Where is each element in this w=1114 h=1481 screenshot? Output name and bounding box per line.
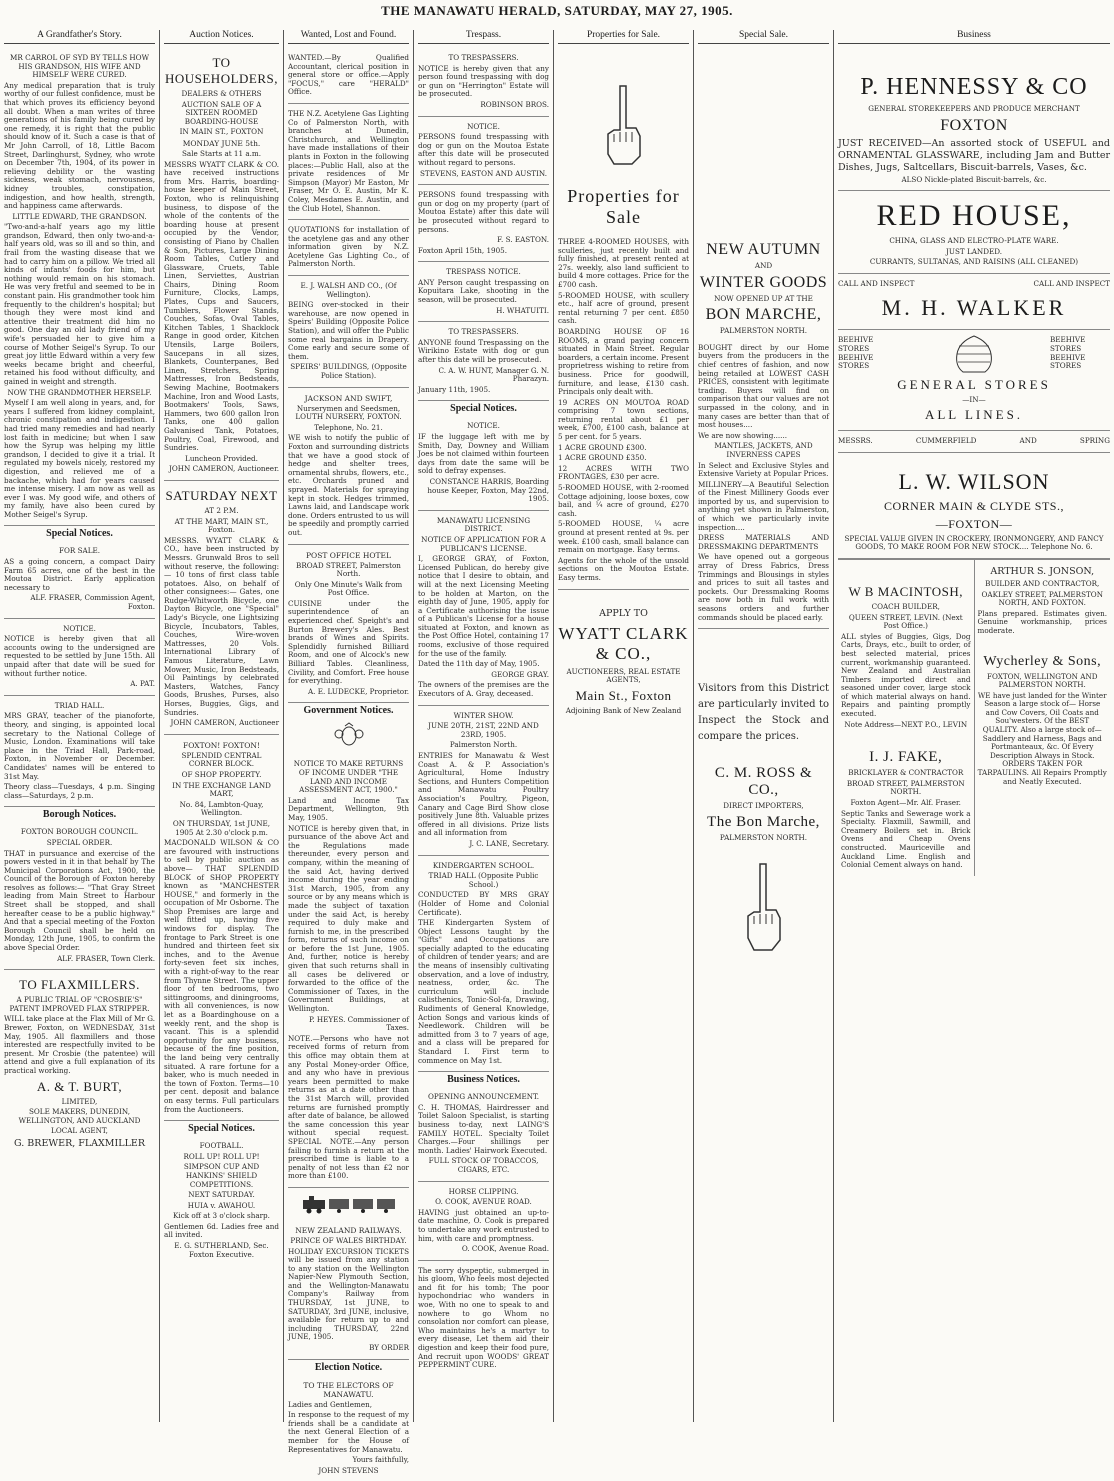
beehive-icon	[949, 334, 999, 374]
macintosh-note: Note Address—NEXT P.O., LEVIN	[844, 719, 968, 729]
property-item: 5-ROOMED HOUSE, with scullery etc., half acre of ground, present rental returning 7 per cent. £850 cash.	[558, 290, 689, 326]
jonson-address: OAKLEY STREET, PALMERSTON NORTH, AND FOXTON.	[981, 589, 1103, 608]
property-agents: Agents for the whole of the unsold sections on the Moutoa Estate. Easy terms.	[558, 555, 689, 582]
saturday-auction	[164, 481, 279, 735]
ad-title: E. J. WALSH AND CO., (Of Wellington).	[300, 281, 397, 299]
account-notice	[4, 619, 155, 696]
coat-of-arms-icon	[288, 722, 409, 748]
pointing-hand-icon	[698, 862, 829, 952]
notice-signature: ALF. FRASER, Commission Agent, Foxton.	[30, 593, 155, 612]
notice-title: TO TRESPASSERS.	[448, 327, 519, 337]
notice-title: NOTICE.	[63, 623, 96, 633]
section-heading: Borough Notices.	[42, 809, 117, 821]
ad-body: BEING over-stocked in their warehouse, are now opened in Speirs' Building (Opposite Police Station), and will offer the Public some real bargains in Drapery. Come early and secure some of them.	[288, 300, 409, 361]
ad-address: No. 84, Lambton-Quay, Wellington.	[179, 799, 264, 818]
ad-body: MESSRS. WYATT CLARK & CO., have been instructed by Messrs. Grunwald Bros to sell without reserve, the following:— 10 tons of first class table potatoes. Also, on behalf of other consignees:— Gates, one Rudge-Whitworth Bicycle, one Dayton Bicycle, one "Special" Lady's Bicycle, one Lightsizing Bicycle, Incubators, Tables, Couches, Wire-woven Mattresses, 20 Vols. International Library of Famous Literature, Lawn Mower, Music, Iron Bedsteads, Oil Paintings by celebrated Masters, Watches, Fancy Goods, Brushes, Purses, also Horses, Buggies, Gigs, and Sundries.	[164, 535, 279, 717]
wilson-name: L. W. WILSON	[898, 468, 1050, 494]
kindergarten-notice	[418, 856, 549, 1073]
fake-subtitle: BRICKLAYER & CONTRACTOR	[848, 768, 964, 778]
notice-subtitle: O. COOK, AVENUE ROAD.	[435, 1197, 532, 1207]
property-item: 19 ACRES ON MOUTOA ROAD comprising 7 town sections, returning rental about £1 per week, £700, £100 cash, balance at 5 per cent. for 5 years.	[558, 397, 689, 442]
ad-title: POST OFFICE HOTEL	[306, 550, 391, 560]
ad-body: MACDONALD WILSON & CO are favoured with instructions to sell by public auction as above— THAT SPLENDID BLOCK of SHOP PROPERTY known as "MANCHESTER HOUSE," and formerly in the occupation of Mr Osborne. The Shop Premises are large and well fitted up, having five windows for display. The frontage to Park Street is one hundred and thirteen feet six inches, and to the Avenue forty-seven feet six inches, with a right-of-way to the rear from Thynne Street. The upper floor of ten bedrooms, two sittingrooms, and diningrooms, with all conveniences, is now let as a Boardinghouse on a weekly rent, and the shop is vacant. This is a splendid opportunity for any business, because of the fine position, the land being very centrally situated. A rare fortune for a baker, who is much needed in the town of Foxton. Terms—10 per cent. deposit and balance on easy terms. Full particulars from the Auctioneers.	[164, 838, 279, 1114]
notice-note: NOTE.—Persons who have not received forms of return from this office may obtain them at any Postal Money-order Office, and any who have in previous years been permitted to make returns as at a date other than the 31st March will, provided returns are furnished promptly after date of balance, be allowed the same concession this year without special request. SPECIAL NOTE.—Any person failing to furnish a return at the prescribed time is liable to a penalty of not less than £2 nor more than £100.	[288, 1033, 409, 1181]
ad-place: IN THE EXCHANGE LAND MART,	[172, 780, 271, 799]
notice-place: Land and Income Tax Department, Wellington, 9th May, 1905.	[288, 795, 409, 822]
story-subhead: NOW THE GRANDMOTHER HERSELF.	[7, 387, 152, 397]
column-4	[414, 30, 554, 1422]
ad-subtitle: DRESS MATERIALS AND DRESSMAKING DEPARTMENTS	[698, 533, 829, 551]
ad-body: BOUGHT direct by our Home buyers from the producers in the chief centres of fashion, and now being retailed at LOWEST CASH PRICES, consistent with legitimate trading. Buyers will find on comparison that our values are not surpassed in the colony, and in many cases are better than that of most houses....	[698, 342, 829, 430]
grandfather-story	[4, 48, 155, 526]
notice-date: Foxton April 15th, 1905.	[418, 245, 508, 255]
football-notice	[164, 1136, 279, 1265]
properties-banner: Properties for Sale	[567, 186, 680, 227]
post-office-hotel-ad	[288, 545, 409, 704]
ad-title: FOXTON! FOXTON!	[183, 740, 260, 750]
palmerston-north: PALMERSTON NORTH.	[719, 832, 808, 842]
newspaper-page	[0, 22, 1114, 1475]
notice-date: JUNE 20TH, 21ST, 22ND AND 23RD, 1905.	[428, 721, 539, 739]
ad-body: MILLINERY—A Beautiful Selection of the Finest Millinery Goods ever imported by us, and supervision to anything yet shown in Palmerston, of which we particularly invite inspection....	[698, 479, 829, 532]
cm-ross-name: C. M. ROSS & CO.,	[714, 765, 813, 799]
red-house-items: CURRANTS, SULTANAS, AND RAISINS (ALL CLEANED)	[869, 257, 1079, 267]
notice-sign-off: Yours faithfully,	[352, 1455, 409, 1465]
section-heading: Election Notice.	[314, 1361, 383, 1373]
notice-subtitle: CONDUCTED BY MRS GRAY (Holder of Home and Colonial Certificate).	[418, 890, 549, 917]
notice-signature: J. C. LANE, Secretary.	[469, 838, 549, 848]
wyatt-clark-block	[558, 590, 689, 722]
story-subhead: MR CARROL OF SYD BY TELLS HOW HIS GRANDSON, HIS WIFE AND HIMSELF WERE CURED.	[10, 53, 149, 80]
ad-subtitle: SPLENDID CENTRAL CORNER BLOCK.	[181, 750, 262, 769]
macintosh-subtitle: COACH BUILDER,	[871, 601, 940, 611]
notice-signature: GEORGE GRAY.	[491, 669, 549, 679]
wilson-place: —FOXTON—	[935, 516, 1013, 531]
wyatt-clark-location: Adjoining Bank of New Zealand	[565, 705, 682, 715]
property-item: 5-ROOMED HOUSE, with 2-roomed Cottage adjoining, loose boxes, cow bail, and ¼ acre of ground, £270 cash.	[558, 483, 689, 518]
trespass-notice	[418, 48, 549, 117]
notice-body: THE Kindergarten System of Object Lessons taught by the "Gifts" and Occupations are specially adapted to the educating of children of tender years; and are the means of insensibly cultivating observation, and a love of industry, neatness, order, &c. The curriculum will include calisthenics, Tonic-Sol-fa, Drawing, Rudiments of General Knowledge, Action Songs and various kinds of Needlework. Children will be admitted from 3 to 7 years of age, and a class will be prepared for Standard I. First term to commence on May 1st.	[418, 918, 549, 1065]
beehive-ad	[838, 330, 1110, 432]
notice-title: FOOTBALL.	[199, 1141, 244, 1151]
notice-subtitle: PRINCE OF WALES BIRTHDAY.	[290, 1235, 407, 1245]
ad-title: TO FLAXMILLERS.	[19, 977, 140, 993]
property-item: 12 ACRES WITH TWO FRONTAGES, £30 per acre.	[558, 463, 689, 482]
notice-title: NEW ZEALAND RAILWAYS.	[295, 1225, 402, 1235]
and-label: AND	[754, 261, 773, 270]
wyatt-clark-name: WYATT CLARK & CO.,	[558, 623, 689, 663]
summerfield-name: CUMMERFIELD	[915, 436, 977, 446]
notice-body: HOLIDAY EXCURSION TICKETS will be issued from any station to any station on the Wellington Napier-New Plymouth Section, and the Wellington-Manawatu Company's Railway from THURSDAY, 1st JUNE, to SATURDAY, 3rd JUNE, inclusive, available for return up to and including THURSDAY, 22nd JUNE, 1905.	[288, 1246, 409, 1342]
jonson-wycherley-ads	[975, 560, 1111, 876]
notice-body: THAT in pursuance and exercise of the powers vested in it in that behalf by The Municipal Corporations Act, 1900, the Council of the Borough of Foxton hereby resolves as follows:— "That Gray Street leading from Main Street to Harbour Street shall be stopped, and shall hereafter cease to be a public highway." And that a special meeting of the Foxton Borough Council shall be held on Monday, 12th June, 1905, to confirm the above Special Order.	[4, 848, 155, 953]
ad-subtitle: Nurserymen and Seedsmen, LOUTH NURSERY, FOXTON.	[295, 403, 402, 422]
red-house-name: RED HOUSE,	[876, 199, 1072, 233]
hennessy-name: P. HENNESSY & CO	[860, 74, 1088, 100]
notice-body: NOTICE is hereby given that any person found trespassing with dog or gun on "Herrington" Estate will be prosecuted.	[418, 63, 549, 99]
notice-signature: E. G. SUTHERLAND, Sec. Foxton Executive.	[174, 1241, 269, 1259]
ad-body: WE wish to notify the public of Foxton and surrounding districts that we have a good stock of hedge and shelter trees, ornamental shrubs, flowers, etc., etc. Orchards pruned and sprayed. Materials for spraying kept in stock. Hedges trimmed, Lawns laid, and Landscape work done. Orders entrusted to us will be speedily and promptly carried out.	[288, 433, 409, 537]
ad-subtitle: MANTLES, JACKETS, AND INVERNESS CAPES	[714, 441, 813, 459]
notice-title: MANAWATU LICENSING DISTRICT.	[436, 515, 531, 534]
general-stores: GENERAL STORES	[897, 376, 1051, 392]
ad-time: Sale Starts at 11 a.m.	[182, 148, 261, 158]
and-label: AND	[1019, 436, 1037, 446]
notice-body: AS a going concern, a compact Dairy Farm 65 acres, one of the best in the Moutoa District. Early application necessary to	[4, 557, 155, 592]
notice-place: Palmerston North.	[449, 740, 518, 750]
notice-body: PERSONS found trespassing with gun or dog on my property (part of Moutoa Estate) after this date will be prosecuted without regard to persons.	[418, 190, 549, 234]
property-item: 1 ACRE GROUND £350.	[558, 453, 647, 463]
notice-title: NOTICE TO MAKE RETURNS OF INCOME UNDER "THE LAND AND INCOME ASSESSMENT ACT, 1900."	[293, 759, 404, 795]
notice-signature: C. A. W. HUNT, Manager G. N. Pharazyn.	[438, 365, 549, 384]
section-heading: Government Notices.	[303, 705, 394, 717]
notice-subtitle: NOTICE OF APPLICATION FOR A PUBLICAN'S LICENSE.	[421, 534, 546, 553]
poem-text: The sorry dyspeptic, submerged in his gloom, Who feels most dejected and fit for his tomb; The poor hypochondriac who wanders in woe, With no one to speak to and nowhere to go Whom no consolation nor comfort can please, Who maintains he's a martyr to every disease, Let them aid their digestion and keep their food pure, And recruit upon WOODS' GREAT PEPPERMINT CURE.	[418, 1265, 549, 1370]
notice-signature: O. COOK, Avenue Road.	[461, 1244, 549, 1254]
notice-title: TRIAD HALL.	[54, 700, 105, 710]
column-header: Business	[838, 30, 1110, 44]
trespass-notice	[418, 185, 549, 262]
column-1	[0, 30, 160, 1422]
fake-address: BROAD STREET, PALMERSTON NORTH.	[846, 778, 965, 797]
ad-signature: A. E. LUDECKE, Proprietor.	[307, 686, 409, 696]
spring-name: SPRING	[1079, 436, 1110, 446]
ad-body: QUOTATIONS for installation of the acetylene gas and any other information given by N.Z. Acetylene Gas Lighting Co., of Palmerston North.	[288, 225, 409, 269]
notice-title: FOR SALE.	[59, 546, 100, 556]
macintosh-body: ALL styles of Buggies, Gigs, Dog Carts, Drays, etc., built to order, of best selected material, prices current, workmanship guaranteed. New Zealand and Australian Timbers imported direct and seasoned under cover, large stock of which material always on hand. Repairs and painting promptly executed.	[841, 631, 971, 719]
macintosh-ad	[838, 560, 975, 876]
column-header: Auction Notices.	[164, 30, 279, 44]
notice-title: NOTICE.	[467, 421, 500, 431]
wyatt-clark-subtitle: AUCTIONEERS, REAL ESTATE AGENTS,	[566, 666, 681, 685]
ad-body: WILL take place at the Flax Mill of Mr G. Brewer, Foxton, on WEDNESDAY, 31st May, 1905. All flaxmillers and those interested are respectfully invited to be present. Mr Crosbie (the patentee) will attend and give a full explanation of its practical working.	[4, 1014, 155, 1075]
notice-body: C. H. THOMAS, Hairdresser and Toilet Saloon Specialist, is starting business to-day, next LAING'S FAMILY HOTEL. Specialty Toilet Charges.—Four shillings per month. Ladies' Hairwork Executed.	[418, 1102, 549, 1155]
hennessy-body: JUST RECEIVED—An assorted stock of USEFUL and ORNAMENTAL GLASSWARE, including Jam and Butter Dishes, Jugs, Saltcellars, Biscuit-barrels, Vases, &c.	[838, 137, 1110, 173]
notice-title: KINDERGARTEN SCHOOL.	[432, 860, 535, 870]
wanted-ad	[288, 48, 409, 104]
hairdresser-notice	[418, 1087, 549, 1181]
jonson-body: Plans prepared. Estimates given. Genuine workmanship, prices moderate.	[977, 608, 1107, 635]
now-opened: NOW OPENED UP AT THE	[714, 293, 813, 303]
notice-title: HORSE CLIPPING.	[448, 1186, 519, 1196]
trespass-notice	[418, 322, 549, 401]
burt-agent-name: G. BREWER, FLAXMILLER	[14, 1137, 145, 1149]
macintosh-address: QUEEN STREET, LEVIN. (Next Post Office.)	[848, 612, 963, 631]
wilson-body: SPECIAL VALUE GIVEN IN CROCKERY, IRONMONGERY, AND FANCY GOODS, TO MAKE ROOM FOR NEW STOCK.... Telephone No. 6.	[844, 533, 1104, 552]
notice-note: The owners of the premises are the Executors of A. Gray, deceased.	[418, 680, 549, 699]
notice-body: IF the luggage left with me by Smith, Day, Downey and William Joes be not claimed within fourteen days from date the same will be sold to defray expenses.	[418, 432, 549, 476]
new-autumn: NEW AUTUMN	[706, 241, 821, 258]
visitors-text: Visitors from this District are particularly invited to Inspect the Stock and compare the prices.	[698, 683, 829, 743]
horse-clipping-notice	[418, 1182, 549, 1261]
red-house-note: JUST LANDED.	[946, 246, 1002, 256]
ad-title: JACKSON AND SWIFT,	[304, 393, 393, 403]
householders-auction	[164, 48, 279, 481]
property-item: 1 ACRE GROUND £300.	[558, 442, 647, 452]
column-header: Trespass.	[418, 30, 549, 44]
bon-marche-footer: The Bon Marche,	[707, 813, 820, 830]
notice-signature: JOHN STEVENS	[318, 1465, 379, 1475]
notice-body: HAVING just obtained an up-to-date machine, O. Cook is prepared to undertake any work entrusted to him, with care and promptness.	[418, 1207, 549, 1243]
notice-body: NOTICE is hereby given that all accounts owing to the undersigned are requested to be settled by June 15th. All unpaid after that date will be sued for without further notice.	[4, 634, 155, 678]
notice-date: January 11th, 1905.	[418, 384, 491, 394]
bon-marche-ad	[698, 338, 829, 629]
hennessy-note: ALSO Nickle-plated Biscuit-barrels, &c.	[901, 174, 1047, 184]
story-subhead: LITTLE EDWARD, THE GRANDSON.	[12, 211, 147, 221]
notice-title: NOTICE.	[467, 121, 500, 131]
fake-agent: Foxton Agent—Mr. Alf. Fraser.	[850, 798, 961, 808]
ad-address: SPEIRS' BUILDINGS, (Opposite Police Station).	[290, 362, 407, 380]
forsale-notice	[4, 541, 155, 618]
notice-subtitle: SPECIAL ORDER.	[46, 837, 113, 847]
wycherley-name: Wycherley & Sons,	[983, 653, 1102, 669]
ad-place: AT THE MART, MAIN ST., Foxton.	[174, 516, 269, 535]
notice-signature: CONSTANCE HARRIS, Boarding house Keeper, Foxton, May 22nd, 1905.	[427, 476, 549, 504]
story-paragraph: Any medical preparation that is truly worthy of our fullest confidence, must be that which proves its efficiency beyond all doubt. When a man writes of three generations of his family being cured by one remedy, it is right that the public should know of it. Such a case is that of Mr John Carroll, of 18, Little Bacom Street, Darlinghurst, Sydney, who wrote on December 7th, 1904, of its power in relieving debility or the wasting sickness, weak stomach, nervousness, kidney troubles, constipation, indigestion, and how health, strength, and happiness came afterwards.	[4, 80, 155, 211]
pointing-hand-icon	[558, 84, 689, 166]
apply-to: APPLY TO	[599, 607, 648, 619]
burt-limited: LIMITED,	[61, 1096, 98, 1106]
notice-body: Gentlemen 6d. Ladies free and all invited.	[164, 1221, 279, 1240]
ad-date: ON THURSDAY, 1st JUNE, 1905 At 2.30 o'clock p.m.	[172, 818, 271, 837]
notice-date: NEXT SATURDAY.	[188, 1190, 255, 1200]
notice-body: I, GEORGE GRAY, of Foxton, Licensed Publican, do hereby give notice that I desire to obtain, and will at the next Licensing Meeting to be holden at Marton, on the eighth day of June, 1905, apply for a Certificate authorising the issue of a Publican's License for a house situated at Foxton, and known as the Post Office Hotel, containing 17 rooms, exclusive of those required for the use of the family.	[418, 554, 549, 658]
notice-body: In response to the request of my friends shall be a candidate at the next General Election of a member for the House of Representatives for Manawatu.	[288, 1410, 409, 1454]
income-tax-notice	[288, 754, 409, 1188]
notice-body: MRS GRAY, teacher of the pianoforte, theory, and singing, is appointed local secretary to the National College of Music, London. Examinations will take place in the Triad Hall, Park-road, Foxton, in November or December. Candidates' names will be entered to 31st May.	[4, 711, 155, 781]
wilson-address: CORNER MAIN & CLYDE STS.,	[884, 498, 1064, 513]
wycherley-body: WE have just landed for the Winter Season a large stock of— Horse and Cow Covers, Oil Coats and Sou'westers. Of the BEST QUALITY. Also a large stock of— Saddlery and Harness, Bags and Portmanteaux, &c. Of Every Description Always in Stock. ORDERS TAKEN FOR TARPAULINS. All Repairs Promptly and Neatly Executed.	[977, 690, 1107, 786]
notice-body: NOTICE is hereby given that, in pursuance of the above Act and the Regulations made thereunder, every person and company, within the meaning of the said Act, having derived income during the year ending 31st March, 1905, from any source or by any means which is made the subject of taxation under the said Act, is hereby required to duly make and furnish to me, in the prescribed form, returns of such income on or before the 1st June, 1905. And, further, notice is hereby given that such returns shall in all cases be delivered or forwarded to the office of the Commissioner of Taxes, in the Government Buildings, at Wellington.	[288, 823, 409, 1014]
red-house-ad	[838, 191, 1110, 274]
railways-notice	[288, 1220, 409, 1360]
notice-signature: BY ORDER	[369, 1343, 409, 1353]
borough-notice	[4, 822, 155, 970]
ad-body: In Select and Exclusive Styles and Extensive Variety at Popular Prices.	[698, 460, 829, 479]
ad-body: THE N.Z. Acetylene Gas Lighting Co of Palmerston North, with branches at Dunedin, Christchurch, and Wellington have made installations of their plants in Foxton in the following places:—Public Hall, also at the private residences of Mr Simpson (Mayor) Mr Easton, Mr Fraser, Mr O. E. Austin, Mr K. Coley, Mesdames E. Austin, and the Club Hotel, Shannon.	[288, 108, 410, 213]
notice-title: TRESPASS NOTICE.	[446, 267, 521, 277]
notice-signature: P. HEYES. Commissioner of Taxes.	[308, 1014, 409, 1033]
column-header: Special Sale.	[698, 30, 829, 44]
election-notice	[288, 1375, 409, 1481]
beehive-right: BEEHIVE STORES BEEHIVE STORES	[1050, 335, 1086, 371]
notice-signature: ALF. FRASER, Town Clerk.	[57, 953, 155, 963]
fake-name: I. J. FAKE,	[869, 749, 943, 766]
ad-telephone: Telephone, No. 21.	[314, 422, 383, 432]
column-2	[160, 30, 284, 1422]
trespass-notice	[418, 262, 549, 322]
notice-match: HUIA v. AWAHOU.	[187, 1200, 256, 1210]
notice-body: ENTRIES for Manawatu & West Coast A. & P. Association's Agricultural, Home Industry Sections, and Hunters Competition and Manawatu Poultry Association's Poultry, Pigeon, Canary and Cage Bird Show close positively June 8th. Valuable prizes offered in all divisions. Prize lists and all information from	[418, 751, 549, 838]
fake-body: Septic Tanks and Sewerage work a Specialty. Flaxmill, Sawmill, and Creamery Boilers set in. Brick Ovens and Cheap Ovens constructed. Mauriceville and Auckland Lime. English and Colonial Cement always on hand.	[841, 808, 971, 870]
ad-signature: JOHN CAMERON, Auctioneer.	[168, 464, 279, 474]
ad-subtitle: DEALERS & OTHERS	[181, 89, 262, 98]
notice-subtitle: ROLL UP! ROLL UP!	[183, 1151, 260, 1161]
jonson-subtitle: BUILDER AND CONTRACTOR,	[985, 578, 1100, 588]
notice-signature: ROBINSON BROS.	[480, 99, 549, 109]
foxton-property-auction	[164, 735, 279, 1121]
notice-title: TO THE ELECTORS OF MANAWATU.	[303, 1380, 394, 1399]
notice-body: ANYONE found Trespassing on the Wirikino Estate with dog or gun after this date will be prosecuted.	[418, 337, 549, 365]
bottom-ads	[838, 559, 1110, 876]
bon-marche-title: BON MARCHE,	[705, 306, 822, 324]
notice-body: PERSONS found trespassing with dog or gun on the Moutoa Estate after this date will be prosecuted without regard to persons.	[418, 132, 549, 167]
notice-title: FOXTON BOROUGH COUNCIL.	[20, 827, 139, 837]
quotations-ad	[288, 220, 409, 276]
walker-name: M. H. WALKER	[881, 294, 1067, 320]
notice-title: TO TRESPASSERS.	[448, 53, 519, 62]
column-3	[284, 30, 414, 1475]
notice-body: Theory class—Tuesdays, 4 p.m. Singing class—Saturdays, 2 p.m.	[4, 782, 155, 800]
notice-greeting: Ladies and Gentlemen,	[288, 1399, 373, 1409]
ad-time: AT 2 P.M.	[204, 505, 239, 515]
train-icon	[288, 1194, 409, 1214]
walker-ad	[838, 274, 1110, 330]
notice-signature: A. PAT.	[130, 679, 155, 689]
ad-subtitle: Only One Minute's Walk from Post Office.	[294, 579, 403, 598]
ad-signature: JOHN CAMERON, Auctioneer	[170, 718, 279, 728]
licensing-notice	[418, 511, 549, 706]
jackson-swift-ad	[288, 388, 409, 545]
burt-agent-label: LOCAL AGENT,	[51, 1126, 108, 1136]
winter-goods: WINTER GOODS	[699, 273, 828, 291]
section-heading: Special Notices.	[450, 403, 517, 415]
property-listings	[558, 232, 689, 590]
column-header: Wanted, Lost and Found.	[288, 30, 409, 44]
notice-subtitle: TRIAD HALL (Opposite Public School.)	[428, 871, 539, 889]
notice-title: OPENING ANNOUNCEMENT.	[427, 1092, 540, 1102]
story-paragraph: "Two-and-a-half years ago my little grandson, Edward, then only two-and-a-half years old, was so ill and so thin, and frail from the wasting disease that we had to carry him on a pillow. We tried all kinds of infants' foods for him, but nothing would remain on his stomach. He was very fretful and seemed to be in constant pain. His grandmother took him frequently to the children's hospital; but though they were most kind and attentive their treatment did him no good. One day an old lady friend of my wife's persuaded her to give him a course of Mother Seigel's Syrup. To our great joy little Edward within a very few weeks became bright and cheerful, retained his food without difficulty, and gained in weight and strength.	[4, 222, 155, 386]
notice-note: FULL STOCK OF TOBACCOS, CIGARS, ETC.	[428, 1156, 539, 1174]
story-paragraph: Myself I am well along in years, and, for years I suffered from kidney complaint, chronic constipation and indigestion. I had tried many remedies and had nearly lost faith in medicine; but when I saw how the Syrup was helping my little grandson, I decided to give it a trial. It regulated my bowels nicely, restored my digestion, and relieved me of a backache, which had for years caused me intense misery. I am now as well as ever I was. My good wife, and others of my family, have also been cured by Mother Seigel's Syrup.	[4, 398, 155, 519]
property-item: 5-ROOMED HOUSE, ¼ acre ground at present rented at 9s. per week. £100 cash, small balance can remain on mortgage. Easy terms.	[558, 519, 689, 555]
palmerston-north: PALMERSTON NORTH.	[719, 326, 808, 336]
masthead: THE MANAWATU HERALD, SATURDAY, MAY 27, 1905.	[381, 3, 733, 18]
all-lines: ALL LINES.	[924, 407, 1024, 423]
wycherley-subtitle: FOXTON, WELLINGTON AND PALMERSTON NORTH.	[986, 671, 1098, 690]
section-heading: Business Notices.	[447, 1074, 520, 1086]
burt-makers: SOLE MAKERS, DUNEDIN, WELLINGTON, AND AUCKLAND	[18, 1107, 141, 1125]
ad-body: We are now showing......	[698, 430, 788, 440]
ad-body: We have opened out a gorgeous array of Dress Fabrics, Dress Trimmings and Blousings in styles and prices to suit all tastes and pockets. Our Dressmaking Rooms are now both in full work with seasons orders and further commands should be placed early.	[698, 552, 829, 622]
ad-body: WANTED.—By Qualified Accountant, clerical position in general store or office.—Apply "FOCUS," care "HERALD" Office.	[288, 53, 409, 97]
in-label: —IN—	[962, 394, 986, 404]
walsh-ad	[288, 276, 409, 388]
column-header: Properties for Sale.	[558, 30, 689, 44]
hennessy-place: FOXTON	[940, 116, 1008, 134]
notice-date: Dated the 11th day of May, 1905.	[418, 659, 540, 669]
notice-signature: H. WHATUITI.	[496, 305, 549, 315]
beehive-left: BEEHIVE STORES BEEHIVE STORES	[838, 335, 874, 371]
ad-subtitle: OF SHOP PROPERTY.	[181, 769, 262, 779]
notice-signature: F. S. EASTON.	[497, 235, 549, 245]
column-header: A Grandfather's Story.	[4, 30, 155, 44]
summerfield-ad	[838, 431, 1110, 453]
ad-place: IN MAIN ST., FOXTON	[179, 127, 264, 137]
wilson-ad	[838, 453, 1110, 559]
messrs-label: MESSRS.	[838, 436, 873, 446]
notice-title: WINTER SHOW.	[453, 710, 514, 720]
ad-subtitle: AUCTION SALE OF A SIXTEEN ROOMED BOARDING-HOUSE	[181, 99, 262, 126]
red-house-subtitle: CHINA, GLASS AND ELECTRO-PLATE WARE.	[889, 236, 1059, 246]
notice-body: ANY Person caught trespassing on Kopuitara Lake, shooting in the season, will be prosecuted.	[418, 277, 549, 305]
ad-date: MONDAY JUNE 5th.	[182, 138, 261, 148]
triad-hall-notice	[4, 696, 155, 808]
luggage-notice	[418, 416, 549, 510]
acetylene-ad	[288, 104, 409, 220]
property-item: BOARDING HOUSE OF 16 ROOMS, a grand paying concern situated in Main Street. Regular boarders, a certain income. Present proprietress wishing to retire from business. Price for goodwill, furniture, and lease, £130 cash. Principals only dealt with.	[558, 326, 689, 397]
ad-body: MESSRS WYATT CLARK & CO. have received instructions from Mrs. Harris, boarding-house keeper of Main Street, Foxton, who is relinquishing business, to dispose of the whole of the contents of the boarding house at present occupied by the Vendor, consisting of Piano by Challen & Son, Pictures, Large Dining Room Tables, Cutlery and Glassware, Cruets, Table Linen, Serviettes, Austrian Chairs, Dining Room Furniture, Clocks, Lamps, Plates, Cups and Saucers, Tumblers, Flower Stands, Couches, Sofas, Oval Tables, Kitchen Tables, 1 Shacklock Range in good order, Kitchen Utensils, Large Boilers, Saucepans in all sizes, Blankets, Counterpanes, Bed Linen, Stretchers, Spring Mattresses, Iron Bedsteads, Sewing Machine, Bootmakers Machine, Iron and Wood Lasts, Bootmakers' Tools, Saws, Hammers, two 600 gallon Iron Tanks, one 400 gallon Galvanised Tank, Potatoes, Poultry, Coal, Firewood, and Sundries.	[164, 159, 279, 453]
trespass-notice	[418, 117, 549, 186]
notice-time: Kick off at 3 o'clock sharp.	[173, 1211, 270, 1221]
jonson-name: ARTHUR S. JONSON,	[990, 565, 1095, 577]
burt-name: A. & T. BURT,	[36, 1078, 123, 1094]
ad-body: CUISINE under the superintendence of an experienced chef. Speight's and Burton Brewery's Ales. Best brands of Wines and Spirits. Splendidly furnished Billiard Room, and one of Alcock's new Billiard Tables. Cleanliness, Civility, and Comfort. Free house for everything.	[288, 598, 409, 686]
ad-title: SATURDAY NEXT	[165, 487, 278, 503]
call-inspect-left: CALL AND INSPECT	[838, 278, 915, 288]
section-heading: Special Notices.	[188, 1123, 255, 1135]
winter-show-notice	[418, 706, 549, 856]
column-7	[834, 30, 1114, 1422]
ad-note: Luncheon Provided.	[185, 453, 258, 463]
wyatt-clark-address: Main St., Foxton	[575, 687, 672, 703]
column-6	[694, 30, 834, 1422]
section-heading: Special Notices.	[46, 528, 113, 540]
notice-signature: STEVENS, EASTON AND AUSTIN.	[420, 168, 547, 178]
property-item: THREE 4-ROOMED HOUSES, with sculleries, just recently built and fully finished, at present rented at 27s. weekly, also land sufficient to build 4 more cottages. Price for the £700 cash.	[558, 237, 689, 289]
flaxmillers-notice	[4, 970, 155, 1156]
hennessy-ad	[838, 48, 1110, 191]
column-5	[554, 30, 694, 1422]
call-inspect-right: CALL AND INSPECT	[1033, 278, 1110, 288]
macintosh-name: W B MACINTOSH,	[848, 583, 963, 599]
ad-subtitle: A PUBLIC TRIAL OF "CROSBIE'S" PATENT IMPROVED FLAX STRIPPER.	[9, 995, 150, 1013]
ad-subtitle: BROAD STREET, Palmerston North.	[296, 560, 401, 579]
ad-title: TO HOUSEHOLDERS,	[164, 55, 279, 86]
notice-subtitle: SIMPSON CUP AND HANKINS' SHIELD COMPETITIONS.	[183, 1162, 260, 1189]
peppermint-cure-poem	[418, 1261, 549, 1376]
hennessy-subtitle: GENERAL STOREKEEPERS AND PRODUCE MERCHANT	[868, 104, 1080, 113]
direct-importers: DIRECT IMPORTERS,	[723, 801, 804, 811]
